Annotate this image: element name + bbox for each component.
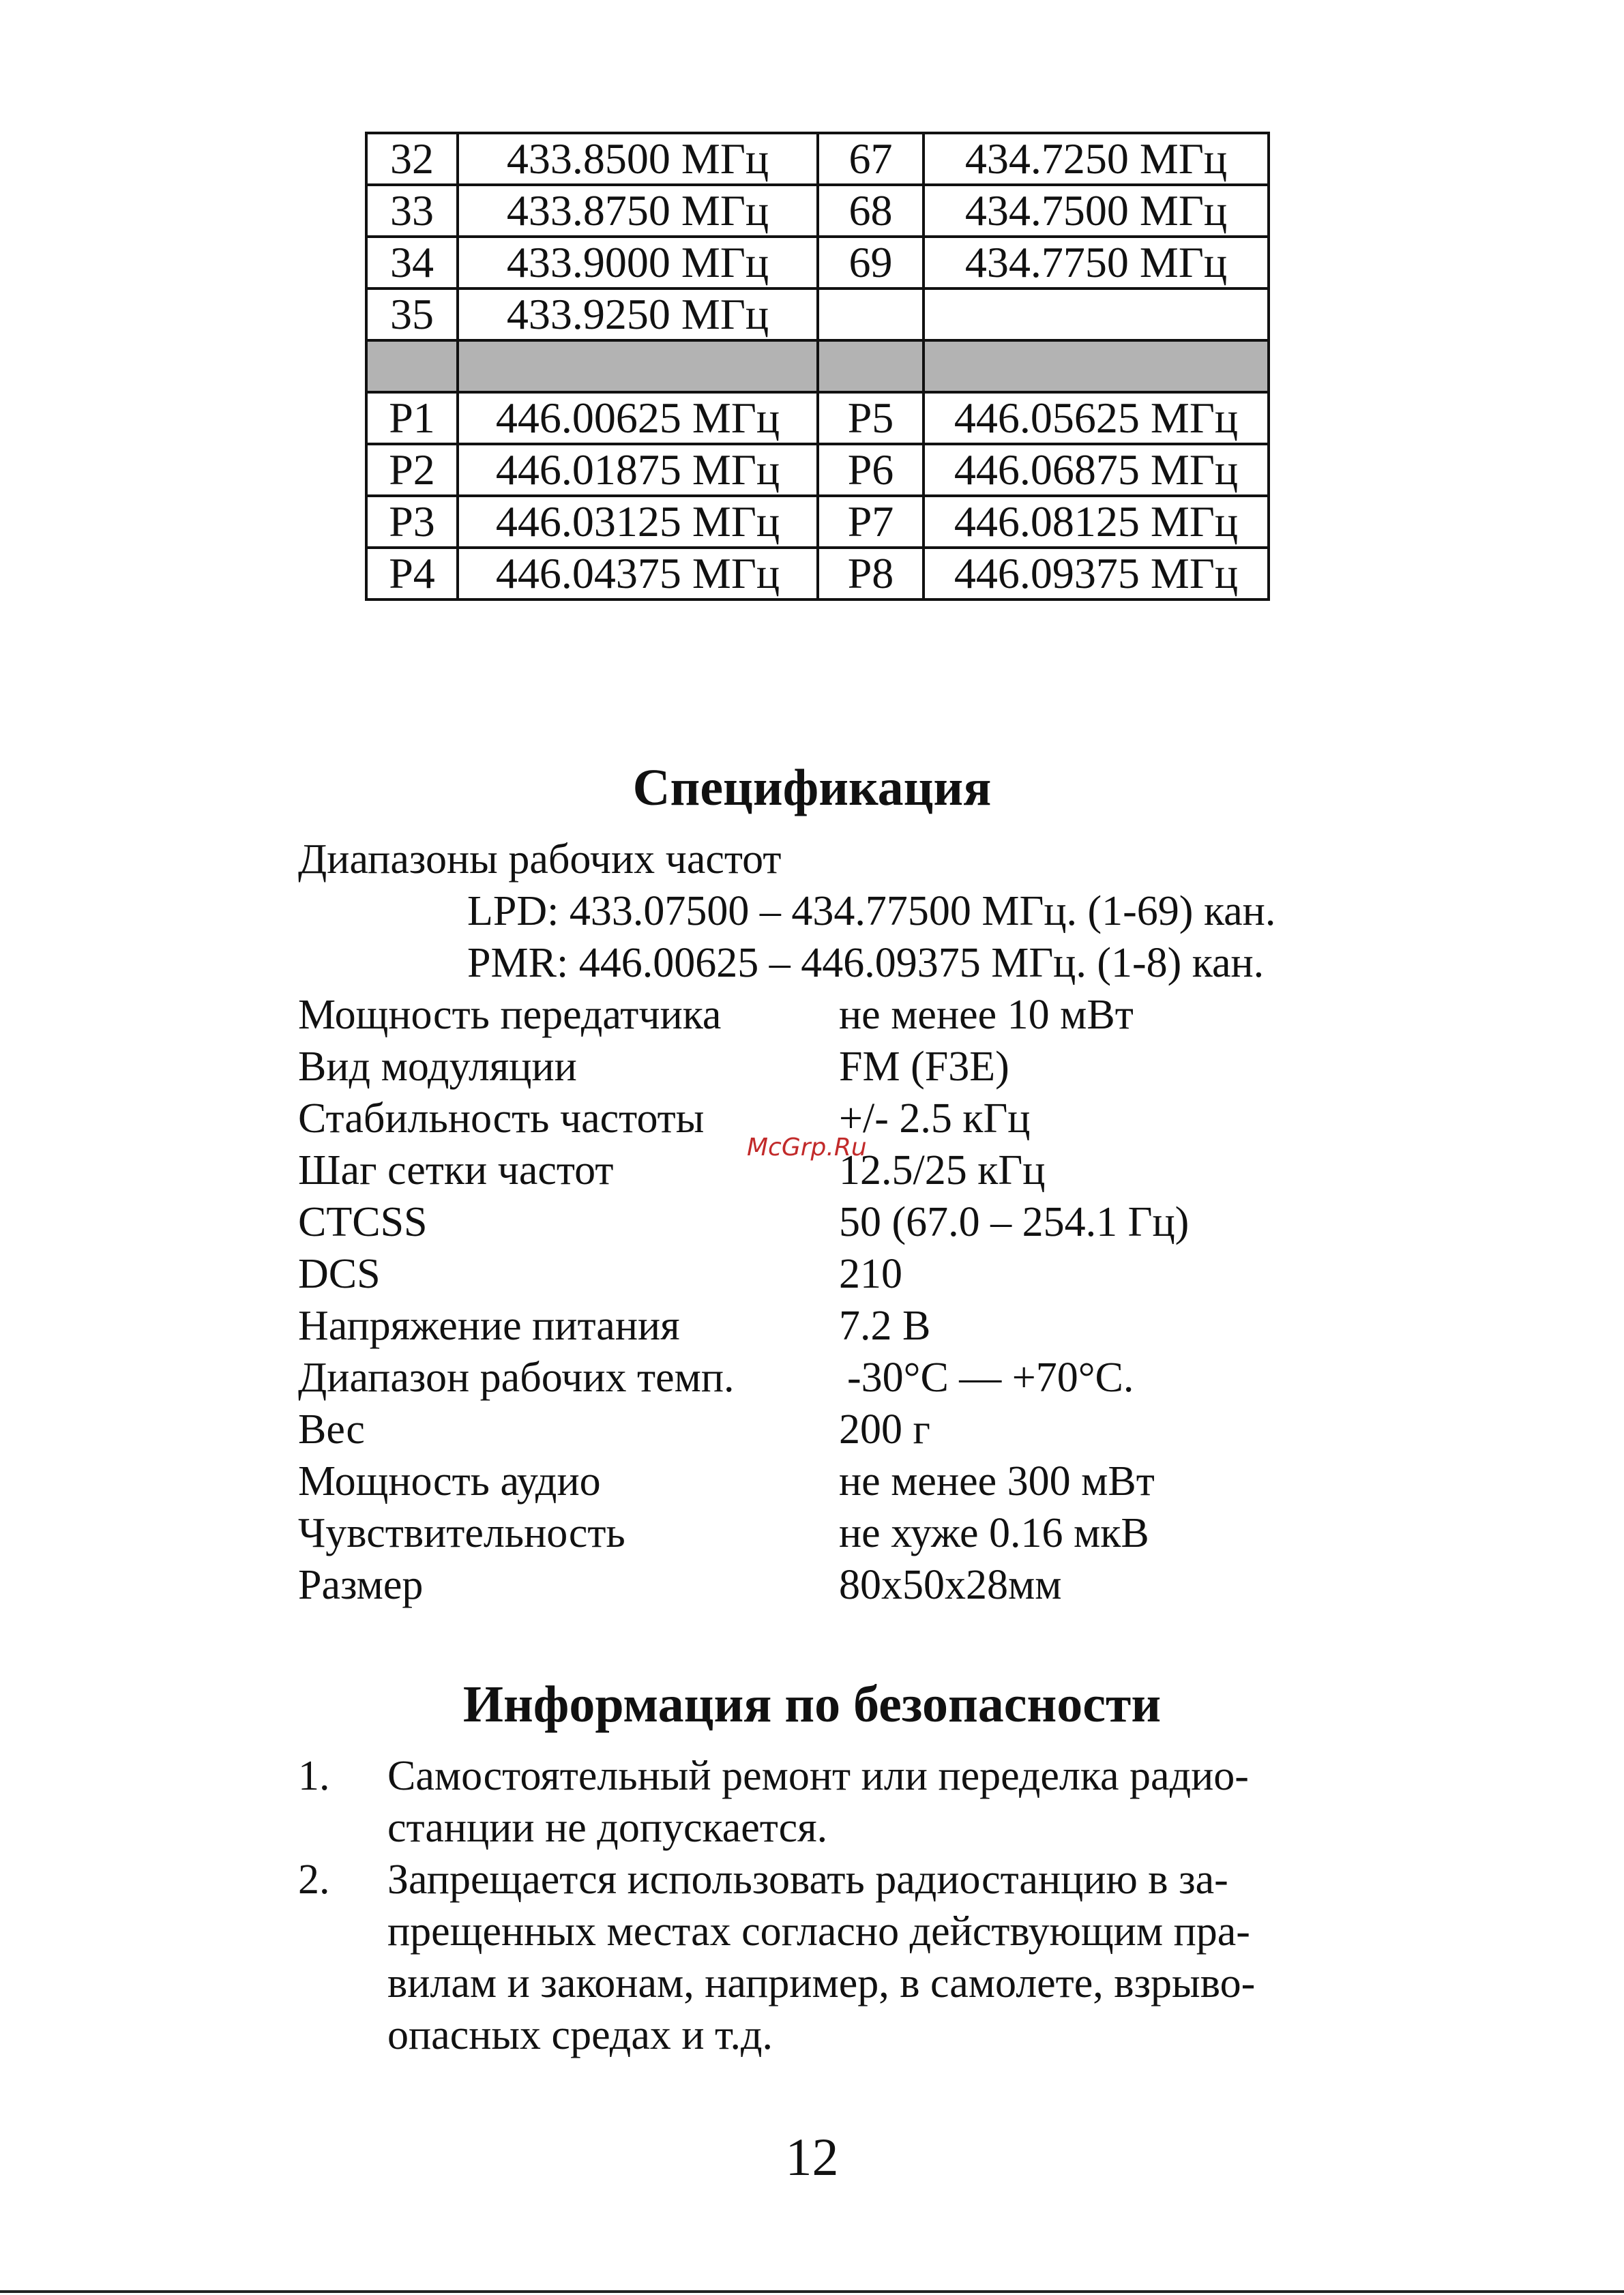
frequency-table	[365, 132, 1270, 601]
table-row	[366, 548, 1269, 599]
safety-item-line: Запрещается использовать радиостанцию в за-	[387, 1856, 1228, 1903]
spec-value: 210	[839, 1251, 902, 1297]
spec-label: Размер	[298, 1562, 424, 1608]
spec-value: 50 (67.0 – 254.1 Гц)	[839, 1199, 1190, 1245]
spec-label: Вес	[298, 1406, 365, 1453]
spec-heading: Спецификация	[632, 759, 992, 816]
frequency-cell: 446.06875 МГц	[924, 444, 1269, 496]
table-separator-row	[366, 340, 1269, 392]
channel-cell: 34	[366, 237, 458, 288]
watermark: McGrp.Ru	[747, 1134, 867, 1161]
frequency-cell: 434.7250 МГц	[924, 133, 1269, 185]
channel-cell: P4	[366, 548, 458, 599]
bottom-divider	[0, 2290, 1624, 2293]
spec-label: Стабильность частоты	[298, 1095, 705, 1142]
spec-value: не хуже 0.16 мкВ	[839, 1510, 1149, 1556]
frequency-cell: 434.7500 МГц	[924, 185, 1269, 237]
spec-value: 80x50x28мм	[839, 1562, 1062, 1608]
safety-item-line: прещенных местах согласно действующим пра-	[387, 1908, 1250, 1955]
channel-cell: 32	[366, 133, 458, 185]
channel-cell: P8	[818, 548, 924, 599]
spec-value: -30°C — +70°C.	[847, 1354, 1134, 1401]
page-number: 12	[785, 2127, 839, 2187]
separator-cell	[924, 340, 1269, 392]
table-row	[366, 392, 1269, 444]
spec-label: Вид модуляции	[298, 1043, 577, 1090]
channel-cell: P2	[366, 444, 458, 496]
channel-cell: P5	[818, 392, 924, 444]
spec-label: Мощность передатчика	[298, 992, 722, 1038]
channel-cell: 67	[818, 133, 924, 185]
spec-value: 12.5/25 кГц	[839, 1147, 1046, 1194]
separator-cell	[458, 340, 818, 392]
spec-value: +/- 2.5 кГц	[839, 1095, 1031, 1142]
table-row	[366, 185, 1269, 237]
safety-item-number: 1.	[298, 1753, 330, 1799]
channel-cell: 33	[366, 185, 458, 237]
frequency-cell: 433.9000 МГц	[458, 237, 818, 288]
spec-label: Мощность аудио	[298, 1458, 601, 1505]
channel-cell: 68	[818, 185, 924, 237]
safety-item-line: Самостоятельный ремонт или переделка радио-	[387, 1753, 1249, 1799]
table-row	[366, 133, 1269, 185]
spec-value: не менее 10 мВт	[839, 992, 1134, 1038]
table-row	[366, 496, 1269, 548]
safety-heading: Информация по безопасности	[462, 1676, 1162, 1733]
frequency-cell: 446.01875 МГц	[458, 444, 818, 496]
channel-cell: P1	[366, 392, 458, 444]
channel-cell: 35	[366, 288, 458, 340]
spec-lpd-line: LPD: 433.07500 – 434.77500 МГц. (1-69) кан.	[467, 888, 1276, 934]
spec-value: 7.2 В	[839, 1303, 931, 1349]
frequency-cell: 446.00625 МГц	[458, 392, 818, 444]
frequency-cell	[924, 288, 1269, 340]
spec-label: DCS	[298, 1251, 381, 1297]
frequency-cell: 433.8500 МГц	[458, 133, 818, 185]
spec-label: Чувствительность	[298, 1510, 625, 1556]
channel-cell: P3	[366, 496, 458, 548]
spec-value: FM (F3E)	[839, 1043, 1009, 1090]
channel-cell: 69	[818, 237, 924, 288]
frequency-cell: 446.08125 МГц	[924, 496, 1269, 548]
table-row	[366, 444, 1269, 496]
table-row	[366, 237, 1269, 288]
safety-item-line: опасных средах и т.д.	[387, 2012, 773, 2058]
channel-cell: P7	[818, 496, 924, 548]
frequency-cell: 446.04375 МГц	[458, 548, 818, 599]
separator-cell	[818, 340, 924, 392]
spec-value: 200 г	[839, 1406, 930, 1453]
safety-item-line: станции не допускается.	[387, 1805, 828, 1851]
frequency-cell: 446.09375 МГц	[924, 548, 1269, 599]
channel-cell: P6	[818, 444, 924, 496]
table-row	[366, 288, 1269, 340]
frequency-cell: 433.8750 МГц	[458, 185, 818, 237]
spec-label: Диапазон рабочих темп.	[298, 1354, 735, 1401]
frequency-cell: 446.03125 МГц	[458, 496, 818, 548]
frequency-cell: 433.9250 МГц	[458, 288, 818, 340]
safety-item-line: вилам и законам, например, в самолете, взрыво-	[387, 1960, 1256, 2007]
frequency-cell: 446.05625 МГц	[924, 392, 1269, 444]
channel-cell	[818, 288, 924, 340]
spec-label: CTCSS	[298, 1199, 428, 1245]
spec-ranges-label: Диапазоны рабочих частот	[298, 836, 782, 883]
spec-label: Шаг сетки частот	[298, 1147, 614, 1194]
spec-value: не менее 300 мВт	[839, 1458, 1155, 1505]
safety-item-number: 2.	[298, 1856, 330, 1903]
spec-label: Напряжение питания	[298, 1303, 680, 1349]
separator-cell	[366, 340, 458, 392]
frequency-cell: 434.7750 МГц	[924, 237, 1269, 288]
spec-pmr-line: PMR: 446.00625 – 446.09375 МГц. (1-8) кан.	[467, 940, 1265, 986]
